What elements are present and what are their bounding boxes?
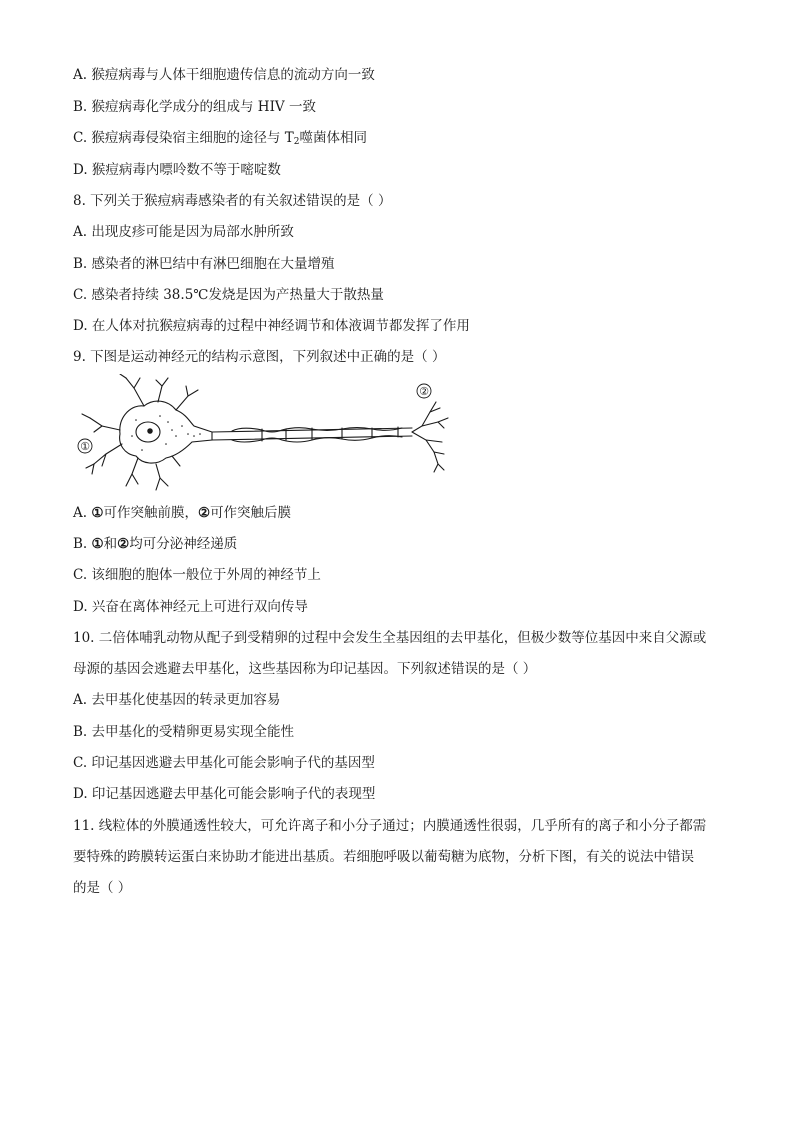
- q11-stem-line-3: 的是（ ）: [73, 880, 132, 896]
- q9-option-a-prefix: A.: [73, 505, 92, 521]
- q7-option-d: D. 猴痘病毒内嘌呤数不等于嘧啶数: [73, 162, 281, 178]
- q10-stem-line-2: 母源的基因会逃避去甲基化，这些基因称为印记基因。下列叙述错误的是（ ）: [73, 661, 537, 677]
- neuron-diagram: [72, 374, 462, 496]
- q7-option-c: [73, 129, 367, 151]
- q10-option-a: A. 去甲基化使基因的转录更加容易: [73, 692, 281, 708]
- q9-option-a-end: 可作突触后膜: [210, 505, 292, 521]
- q8-option-b: B. 感染者的淋巴结中有淋巴细胞在大量增殖: [73, 256, 335, 272]
- q8-option-a: A. 出现皮疹可能是因为局部水肿所致: [73, 224, 294, 240]
- q9-option-a-mid: 可作突触前膜，: [103, 505, 198, 521]
- q11-stem-line-1: 11. 线粒体的外膜通透性较大，可允许离子和小分子通过；内膜通透性很弱，几乎所有的离子和小分子都需: [73, 818, 707, 834]
- q10-option-b: B. 去甲基化的受精卵更易实现全能性: [73, 724, 295, 740]
- label-1: ①: [80, 440, 90, 453]
- q7-option-c-text: C. 猴痘病毒侵染宿主细胞的途径与 T: [73, 130, 294, 146]
- circled-1: ①: [91, 505, 104, 521]
- q9-option-c: C. 该细胞的胞体一般位于外周的神经节上: [73, 567, 321, 583]
- q9-stem: 9. 下图是运动神经元的结构示意图，下列叙述中正确的是（ ）: [73, 349, 446, 365]
- q7-option-a: A. 猴痘病毒与人体干细胞遗传信息的流动方向一致: [73, 67, 375, 83]
- q10-option-d: D. 印记基因逃避去甲基化可能会影响子代的表现型: [73, 786, 376, 802]
- q8-option-d: D. 在人体对抗猴痘病毒的过程中神经调节和体液调节都发挥了作用: [73, 318, 470, 334]
- q9-option-b-mid: 和: [103, 536, 118, 552]
- q9-option-a: [73, 504, 291, 522]
- circled-2: ②: [117, 536, 130, 552]
- q7-option-c-text-end: 噬菌体相同: [299, 130, 367, 146]
- q9-option-b-prefix: B.: [73, 536, 92, 552]
- q7-option-c-subscript: 2: [293, 137, 300, 147]
- q10-stem-line-1: 10. 二倍体哺乳动物从配子到受精卵的过程中会发生全基因组的去甲基化，但极少数等位基因中来自父源或: [73, 630, 707, 646]
- q10-option-c: C. 印记基因逃避去甲基化可能会影响子代的基因型: [73, 755, 375, 771]
- q9-option-d: D. 兴奋在离体神经元上可进行双向传导: [73, 599, 308, 615]
- circled-2: ②: [197, 505, 211, 521]
- q8-option-c: C. 感染者持续 38.5℃发烧是因为产热量大于散热量: [73, 287, 384, 303]
- circled-1: ①: [91, 536, 104, 552]
- label-2: ②: [419, 385, 429, 398]
- axon-terminal: [412, 402, 436, 432]
- q7-option-b: B. 猴痘病毒化学成分的组成与 HIV 一致: [73, 99, 316, 115]
- q8-stem: 8. 下列关于猴痘病毒感染者的有关叙述错误的是（ ）: [73, 193, 392, 209]
- neuron-cell-body: [120, 401, 212, 463]
- q9-option-b: [73, 535, 237, 553]
- q9-option-b-end: 均可分泌神经递质: [129, 536, 238, 552]
- q11-stem-line-2: 要特殊的跨膜转运蛋白来协助才能进出基质。若细胞呼吸以葡萄糖为底物，分析下图，有关的说法中错误: [73, 849, 694, 865]
